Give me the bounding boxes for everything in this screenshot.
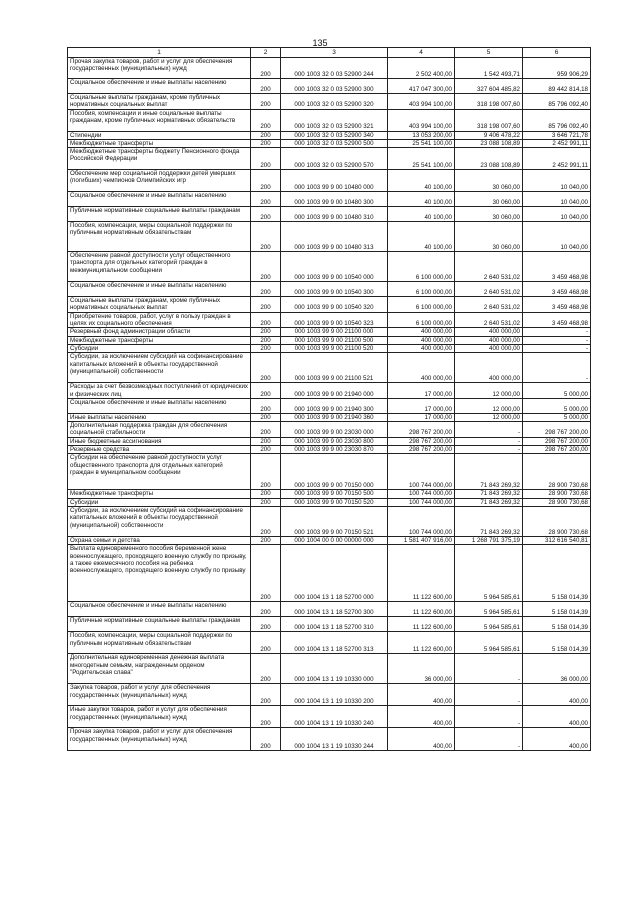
row-unexecuted-cell: 5 158 014,39	[523, 632, 591, 654]
row-name-cell: Пособия, компенсации, меры социальной поддержки по публичным нормативным обязательствам	[68, 632, 251, 654]
row-name-cell: Межбюджетные трансферты	[68, 490, 251, 498]
table-row	[68, 282, 591, 297]
row-code-cell: 200	[251, 437, 281, 445]
row-unexecuted-cell: 400,00	[523, 706, 591, 728]
row-code-cell: 200	[251, 602, 281, 617]
row-approved-cell: 1 581 407 916,00	[388, 536, 455, 544]
row-name-cell: Дополнительная поддержка граждан для обеспечения социальной стабильности	[68, 422, 251, 438]
row-executed-cell: 5 964 585,61	[455, 602, 523, 617]
row-code-cell: 200	[251, 222, 281, 252]
row-approved-cell: 13 053 200,00	[388, 131, 455, 139]
row-approved-cell: 400,00	[388, 728, 455, 751]
row-unexecuted-cell: 5 000,00	[523, 398, 591, 413]
row-unexecuted-cell: 298 767 200,00	[523, 446, 591, 454]
row-unexecuted-cell: 298 767 200,00	[523, 437, 591, 445]
row-kbk-cell: 000 1004 13 1 18 52700 310	[281, 617, 388, 632]
row-code-cell: 200	[251, 207, 281, 222]
row-code-cell: 200	[251, 617, 281, 632]
row-executed-cell: 23 088 108,89	[455, 148, 523, 170]
row-approved-cell: 6 100 000,00	[388, 297, 455, 313]
table-row	[68, 536, 591, 544]
row-kbk-cell: 000 1004 13 1 19 10330 240	[281, 706, 388, 728]
row-approved-cell: 400 000,00	[388, 336, 455, 344]
row-kbk-cell: 000 1003 99 9 00 21100 500	[281, 336, 388, 344]
row-name-cell: Обеспечение равной доступности услуг общественного транспорта для отдельных категорий граждан в межмуниципальном сообщении	[68, 252, 251, 282]
table-header-row	[68, 48, 591, 58]
table-row	[68, 413, 591, 421]
row-approved-cell: 298 767 200,00	[388, 422, 455, 438]
table-row	[68, 684, 591, 706]
row-name-cell: Иные выплаты населению	[68, 413, 251, 421]
table-row	[68, 422, 591, 438]
row-executed-cell: -	[455, 446, 523, 454]
table-row	[68, 336, 591, 344]
table-row	[68, 398, 591, 413]
row-name-cell: Приобретение товаров, работ, услуг в пользу граждан в целях их социального обеспечения	[68, 312, 251, 328]
table-row	[68, 353, 591, 383]
table-row	[68, 654, 591, 684]
row-name-cell: Выплата единовременного пособия беременной жене военнослужащего, проходящего военную службу по призыву, а также ежемесячного пособия на ребенка военнослужащего, проходящего военную службу по призыву	[68, 545, 251, 602]
row-unexecuted-cell: -	[523, 344, 591, 352]
row-name-cell: Социальное обеспечение и иные выплаты населению	[68, 192, 251, 207]
row-unexecuted-cell: 3 459 468,98	[523, 282, 591, 297]
row-unexecuted-cell: 28 900 730,68	[523, 506, 591, 536]
row-kbk-cell: 000 1004 00 0 00 00000 000	[281, 536, 388, 544]
row-unexecuted-cell: 10 040,00	[523, 170, 591, 192]
row-code-cell: 200	[251, 131, 281, 139]
table-row	[68, 207, 591, 222]
table-row	[68, 344, 591, 352]
row-code-cell: 200	[251, 454, 281, 490]
row-executed-cell: -	[455, 684, 523, 706]
row-kbk-cell: 000 1003 99 9 00 70150 000	[281, 454, 388, 490]
row-code-cell: 200	[251, 328, 281, 336]
row-kbk-cell: 000 1003 99 9 00 10540 323	[281, 312, 388, 328]
row-unexecuted-cell: 312 616 540,81	[523, 536, 591, 544]
row-executed-cell: 30 060,00	[455, 192, 523, 207]
row-approved-cell: 40 100,00	[388, 207, 455, 222]
table-row	[68, 490, 591, 498]
row-executed-cell: 5 964 585,61	[455, 545, 523, 602]
row-name-cell: Межбюджетные трансферты	[68, 139, 251, 147]
row-executed-cell: 12 000,00	[455, 413, 523, 421]
row-name-cell: Субсидии, за исключением субсидий на софинансирование капитальных вложений в объекты государственной (муниципальной) собственности	[68, 353, 251, 383]
row-kbk-cell: 000 1003 99 9 00 70150 521	[281, 506, 388, 536]
table-row	[68, 139, 591, 147]
row-approved-cell: 40 100,00	[388, 192, 455, 207]
row-name-cell: Дополнительная единовременная денежная выплата многодетным семьям, награжденным орденом "Родительская слава"	[68, 654, 251, 684]
row-name-cell: Прочая закупка товаров, работ и услуг для обеспечения государственных (муниципальных) нужд	[68, 58, 251, 79]
table-row	[68, 728, 591, 751]
table-row	[68, 312, 591, 328]
row-name-cell: Иные бюджетные ассигнования	[68, 437, 251, 445]
row-code-cell: 200	[251, 446, 281, 454]
row-executed-cell: 12 000,00	[455, 383, 523, 399]
row-kbk-cell: 000 1003 99 9 00 10540 320	[281, 297, 388, 313]
row-approved-cell: 298 767 200,00	[388, 446, 455, 454]
row-name-cell: Межбюджетные трансферты бюджету Пенсионного фонда Российской Федерации	[68, 148, 251, 170]
row-approved-cell: 36 000,00	[388, 654, 455, 684]
row-name-cell: Социальное обеспечение и иные выплаты населению	[68, 602, 251, 617]
header-cell: 4	[388, 48, 455, 58]
row-kbk-cell: 000 1003 99 9 00 10540 300	[281, 282, 388, 297]
row-name-cell: Охрана семьи и детства	[68, 536, 251, 544]
row-unexecuted-cell: 3 459 468,98	[523, 297, 591, 313]
row-code-cell: 200	[251, 383, 281, 399]
table-row	[68, 170, 591, 192]
row-name-cell: Резервные средства	[68, 446, 251, 454]
row-kbk-cell: 000 1004 13 1 18 52700 313	[281, 632, 388, 654]
row-unexecuted-cell: 3 459 468,98	[523, 252, 591, 282]
row-executed-cell: -	[455, 437, 523, 445]
row-code-cell: 200	[251, 109, 281, 131]
row-unexecuted-cell: -	[523, 336, 591, 344]
row-unexecuted-cell: 5 000,00	[523, 383, 591, 399]
row-approved-cell: 417 047 300,00	[388, 79, 455, 94]
row-code-cell: 200	[251, 336, 281, 344]
row-code-cell: 200	[251, 654, 281, 684]
row-code-cell: 200	[251, 79, 281, 94]
row-executed-cell: 30 060,00	[455, 207, 523, 222]
row-approved-cell: 100 744 000,00	[388, 490, 455, 498]
row-executed-cell: -	[455, 728, 523, 751]
table-row	[68, 58, 591, 79]
row-code-cell: 200	[251, 312, 281, 328]
row-name-cell: Субсидии	[68, 498, 251, 506]
row-executed-cell: -	[455, 422, 523, 438]
page-number: 135	[312, 38, 328, 48]
row-unexecuted-cell: 298 767 200,00	[523, 422, 591, 438]
row-approved-cell: 400 000,00	[388, 353, 455, 383]
row-approved-cell: 100 744 000,00	[388, 454, 455, 490]
row-name-cell: Субсидии, за исключением субсидий на софинансирование капитальных вложений в объекты государственной (муниципальной) собственности	[68, 506, 251, 536]
row-executed-cell: -	[455, 706, 523, 728]
row-kbk-cell: 000 1003 99 9 00 10540 000	[281, 252, 388, 282]
row-executed-cell: 71 843 269,32	[455, 454, 523, 490]
table-row	[68, 446, 591, 454]
row-executed-cell: 327 604 485,82	[455, 79, 523, 94]
row-name-cell: Социальные выплаты гражданам, кроме публичных нормативных социальных выплат	[68, 297, 251, 313]
row-executed-cell: 5 964 585,61	[455, 632, 523, 654]
row-name-cell: Социальное обеспечение и иные выплаты населению	[68, 79, 251, 94]
row-kbk-cell: 000 1003 32 0 03 52900 570	[281, 148, 388, 170]
row-approved-cell: 11 122 600,00	[388, 632, 455, 654]
row-approved-cell: 25 541 100,00	[388, 148, 455, 170]
row-name-cell: Социальные выплаты гражданам, кроме публичных нормативных социальных выплат	[68, 94, 251, 110]
row-code-cell: 200	[251, 192, 281, 207]
row-kbk-cell: 000 1003 99 9 00 10480 310	[281, 207, 388, 222]
table-row	[68, 252, 591, 282]
row-code-cell: 200	[251, 297, 281, 313]
row-kbk-cell: 000 1003 32 0 03 52900 321	[281, 109, 388, 131]
row-unexecuted-cell: 400,00	[523, 728, 591, 751]
row-kbk-cell: 000 1004 13 1 18 52700 000	[281, 545, 388, 602]
row-unexecuted-cell: 5 158 014,39	[523, 617, 591, 632]
row-unexecuted-cell: -	[523, 328, 591, 336]
row-kbk-cell: 000 1003 99 9 00 10480 000	[281, 170, 388, 192]
table-row	[68, 454, 591, 490]
row-kbk-cell: 000 1003 99 9 00 21940 300	[281, 398, 388, 413]
row-unexecuted-cell: 89 442 814,18	[523, 79, 591, 94]
row-approved-cell: 17 000,00	[388, 398, 455, 413]
table-row	[68, 506, 591, 536]
row-code-cell: 200	[251, 706, 281, 728]
row-executed-cell: 2 640 531,02	[455, 282, 523, 297]
row-code-cell: 200	[251, 344, 281, 352]
row-executed-cell: 2 640 531,02	[455, 297, 523, 313]
row-approved-cell: 25 541 100,00	[388, 139, 455, 147]
row-approved-cell: 40 100,00	[388, 222, 455, 252]
row-executed-cell: 30 060,00	[455, 222, 523, 252]
row-code-cell: 200	[251, 684, 281, 706]
row-approved-cell: 403 994 100,00	[388, 109, 455, 131]
table-row	[68, 94, 591, 110]
row-executed-cell: 400 000,00	[455, 336, 523, 344]
row-code-cell: 200	[251, 728, 281, 751]
row-code-cell: 200	[251, 506, 281, 536]
row-executed-cell: 2 640 531,02	[455, 312, 523, 328]
row-approved-cell: 11 122 600,00	[388, 602, 455, 617]
table-row	[68, 131, 591, 139]
row-name-cell: Стипендии	[68, 131, 251, 139]
table-row	[68, 602, 591, 617]
row-kbk-cell: 000 1003 99 9 00 10480 300	[281, 192, 388, 207]
table-body	[68, 58, 591, 751]
row-name-cell: Субсидии на обеспечение равной доступности услуг общественного транспорта для отдельных категорий граждан в муниципальном сообщении	[68, 454, 251, 490]
row-name-cell: Пособия, компенсации, меры социальной поддержки по публичным нормативным обязательствам	[68, 222, 251, 252]
row-code-cell: 200	[251, 94, 281, 110]
row-code-cell: 200	[251, 252, 281, 282]
row-approved-cell: 17 000,00	[388, 383, 455, 399]
row-name-cell: Прочая закупка товаров, работ и услуг для обеспечения государственных (муниципальных) нужд	[68, 728, 251, 751]
row-unexecuted-cell: 85 796 092,40	[523, 109, 591, 131]
row-approved-cell: 11 122 600,00	[388, 545, 455, 602]
row-kbk-cell: 000 1003 99 9 00 70150 500	[281, 490, 388, 498]
row-kbk-cell: 000 1003 99 9 00 70150 520	[281, 498, 388, 506]
row-approved-cell: 6 100 000,00	[388, 312, 455, 328]
row-kbk-cell: 000 1003 99 9 00 21100 000	[281, 328, 388, 336]
row-executed-cell: 12 000,00	[455, 398, 523, 413]
row-unexecuted-cell: 36 000,00	[523, 654, 591, 684]
row-executed-cell: 23 088 108,89	[455, 139, 523, 147]
row-approved-cell: 298 767 200,00	[388, 437, 455, 445]
row-unexecuted-cell: 5 158 014,39	[523, 545, 591, 602]
row-unexecuted-cell: 3 459 468,98	[523, 312, 591, 328]
row-name-cell: Резервный фонд администрации области	[68, 328, 251, 336]
row-unexecuted-cell: 959 906,29	[523, 58, 591, 79]
row-name-cell: Публичные нормативные социальные выплаты гражданам	[68, 207, 251, 222]
row-unexecuted-cell: -	[523, 353, 591, 383]
row-name-cell: Иные закупки товаров, работ и услуг для обеспечения государственных (муниципальных) нужд	[68, 706, 251, 728]
row-approved-cell: 17 000,00	[388, 413, 455, 421]
row-kbk-cell: 000 1003 99 9 00 21100 520	[281, 344, 388, 352]
header-cell: 2	[251, 48, 281, 58]
row-kbk-cell: 000 1003 99 9 00 21940 000	[281, 383, 388, 399]
row-approved-cell: 400,00	[388, 706, 455, 728]
row-approved-cell: 403 994 100,00	[388, 94, 455, 110]
row-name-cell: Социальное обеспечение и иные выплаты населению	[68, 398, 251, 413]
row-unexecuted-cell: 5 000,00	[523, 413, 591, 421]
row-code-cell: 200	[251, 490, 281, 498]
header-cell: 1	[68, 48, 251, 58]
row-kbk-cell: 000 1003 99 9 00 23030 000	[281, 422, 388, 438]
table-row	[68, 617, 591, 632]
row-unexecuted-cell: 5 158 014,39	[523, 602, 591, 617]
row-code-cell: 200	[251, 536, 281, 544]
row-name-cell: Закупка товаров, работ и услуг для обеспечения государственных (муниципальных) нужд	[68, 684, 251, 706]
row-kbk-cell: 000 1004 13 1 18 52700 300	[281, 602, 388, 617]
table-row	[68, 437, 591, 445]
row-code-cell: 200	[251, 398, 281, 413]
row-unexecuted-cell: 10 040,00	[523, 207, 591, 222]
table-row	[68, 545, 591, 602]
row-code-cell: 200	[251, 422, 281, 438]
row-executed-cell: 30 060,00	[455, 170, 523, 192]
row-kbk-cell: 000 1003 32 0 03 52900 320	[281, 94, 388, 110]
row-executed-cell: 2 640 531,02	[455, 252, 523, 282]
row-approved-cell: 40 100,00	[388, 170, 455, 192]
row-approved-cell: 400 000,00	[388, 328, 455, 336]
row-code-cell: 200	[251, 282, 281, 297]
row-unexecuted-cell: 2 452 991,11	[523, 148, 591, 170]
row-unexecuted-cell: 2 452 991,11	[523, 139, 591, 147]
row-executed-cell: 5 964 585,61	[455, 617, 523, 632]
row-executed-cell: 1 542 493,71	[455, 58, 523, 79]
row-unexecuted-cell: 28 900 730,68	[523, 454, 591, 490]
row-approved-cell: 100 744 000,00	[388, 498, 455, 506]
table-row	[68, 328, 591, 336]
row-approved-cell: 11 122 600,00	[388, 617, 455, 632]
row-code-cell: 200	[251, 413, 281, 421]
table-row	[68, 297, 591, 313]
table-row	[68, 498, 591, 506]
table-row	[68, 222, 591, 252]
row-kbk-cell: 000 1003 32 0 03 52900 300	[281, 79, 388, 94]
table-row	[68, 192, 591, 207]
row-code-cell: 200	[251, 58, 281, 79]
row-unexecuted-cell: 10 040,00	[523, 192, 591, 207]
row-executed-cell: 71 843 269,32	[455, 506, 523, 536]
row-executed-cell: 71 843 269,32	[455, 490, 523, 498]
row-kbk-cell: 000 1003 32 0 03 52900 500	[281, 139, 388, 147]
row-unexecuted-cell: 28 900 730,68	[523, 498, 591, 506]
row-kbk-cell: 000 1003 99 9 00 21100 521	[281, 353, 388, 383]
table-row	[68, 109, 591, 131]
table-row	[68, 79, 591, 94]
row-name-cell: Пособия, компенсации и иные социальные выплаты гражданам, кроме публичных нормативных обязательств	[68, 109, 251, 131]
row-unexecuted-cell: 28 900 730,68	[523, 490, 591, 498]
row-code-cell: 200	[251, 170, 281, 192]
budget-table	[67, 47, 591, 751]
header-cell: 5	[455, 48, 523, 58]
row-name-cell: Обеспечение мер социальной поддержки детей умерших (погибших) чемпионов Олимпийских игр	[68, 170, 251, 192]
row-approved-cell: 6 100 000,00	[388, 252, 455, 282]
row-code-cell: 200	[251, 498, 281, 506]
row-kbk-cell: 000 1004 13 1 19 10330 000	[281, 654, 388, 684]
row-executed-cell: 318 198 007,60	[455, 94, 523, 110]
row-approved-cell: 6 100 000,00	[388, 282, 455, 297]
row-code-cell: 200	[251, 148, 281, 170]
row-name-cell: Субсидии	[68, 344, 251, 352]
row-unexecuted-cell: 400,00	[523, 684, 591, 706]
row-name-cell: Социальное обеспечение и иные выплаты населению	[68, 282, 251, 297]
row-kbk-cell: 000 1003 99 9 00 10480 313	[281, 222, 388, 252]
row-kbk-cell: 000 1003 32 0 03 52900 244	[281, 58, 388, 79]
row-code-cell: 200	[251, 545, 281, 602]
row-unexecuted-cell: 10 040,00	[523, 222, 591, 252]
row-unexecuted-cell: 3 646 721,78	[523, 131, 591, 139]
row-name-cell: Публичные нормативные социальные выплаты гражданам	[68, 617, 251, 632]
row-code-cell: 200	[251, 632, 281, 654]
row-code-cell: 200	[251, 139, 281, 147]
row-unexecuted-cell: 85 796 092,40	[523, 94, 591, 110]
row-kbk-cell: 000 1003 99 9 00 23030 870	[281, 446, 388, 454]
table-row	[68, 148, 591, 170]
row-approved-cell: 400 000,00	[388, 344, 455, 352]
row-approved-cell: 2 502 400,00	[388, 58, 455, 79]
table-row	[68, 632, 591, 654]
row-executed-cell: 400 000,00	[455, 344, 523, 352]
row-executed-cell: 9 406 478,22	[455, 131, 523, 139]
row-approved-cell: 100 744 000,00	[388, 506, 455, 536]
row-name-cell: Межбюджетные трансферты	[68, 336, 251, 344]
header-cell: 6	[523, 48, 591, 58]
row-kbk-cell: 000 1003 32 0 03 52900 340	[281, 131, 388, 139]
row-approved-cell: 400,00	[388, 684, 455, 706]
row-executed-cell: 318 198 007,60	[455, 109, 523, 131]
row-kbk-cell: 000 1004 13 1 19 10330 244	[281, 728, 388, 751]
row-kbk-cell: 000 1004 13 1 19 10330 200	[281, 684, 388, 706]
row-executed-cell: 400 000,00	[455, 328, 523, 336]
row-executed-cell: 71 843 269,32	[455, 498, 523, 506]
row-executed-cell: 1 268 791 375,19	[455, 536, 523, 544]
table-row	[68, 706, 591, 728]
table-row	[68, 383, 591, 399]
row-executed-cell: -	[455, 654, 523, 684]
row-executed-cell: 400 000,00	[455, 353, 523, 383]
row-kbk-cell: 000 1003 99 9 00 23030 800	[281, 437, 388, 445]
row-code-cell: 200	[251, 353, 281, 383]
row-name-cell: Расходы за счет безвозмездных поступлений от юридических и физических лиц	[68, 383, 251, 399]
header-cell: 3	[281, 48, 388, 58]
row-kbk-cell: 000 1003 99 9 00 21940 360	[281, 413, 388, 421]
